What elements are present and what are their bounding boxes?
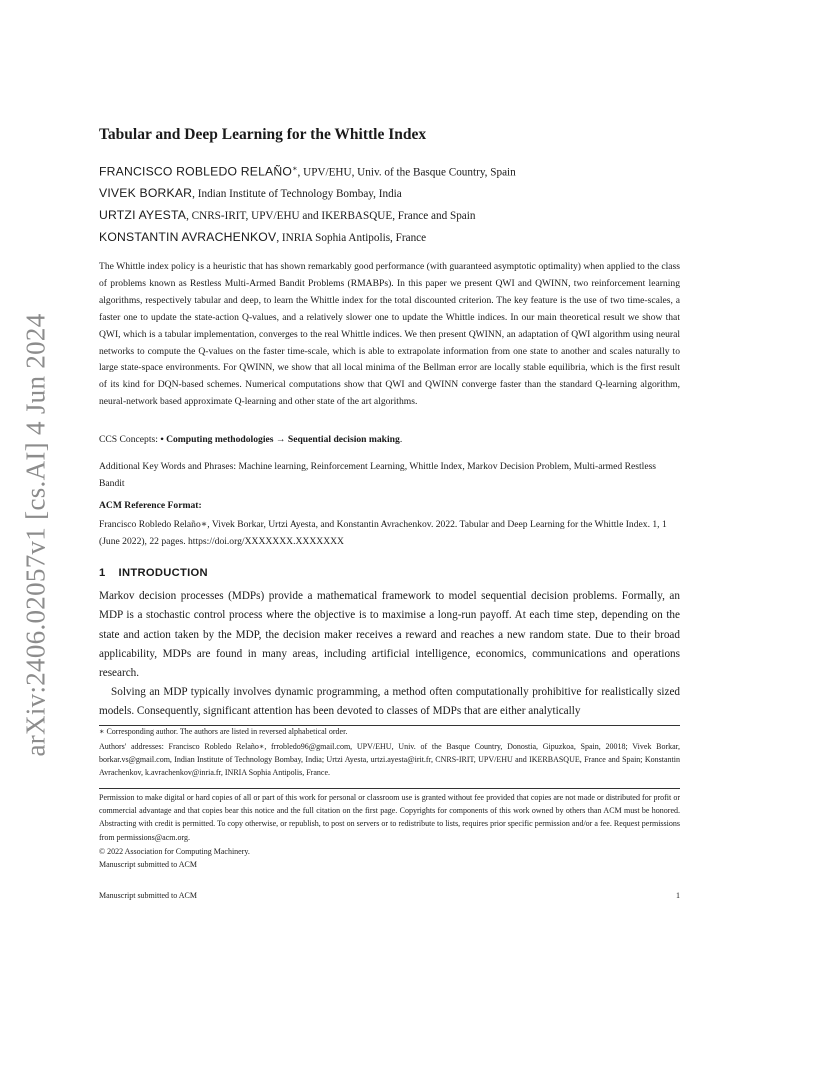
ccs-end: . bbox=[399, 434, 403, 445]
author-affiliation: , Indian Institute of Technology Bombay, India bbox=[192, 188, 402, 200]
author-name: FRANCISCO ROBLEDO RELAÑO bbox=[99, 164, 293, 179]
author-name: URTZI AYESTA bbox=[99, 208, 187, 222]
permission-notice: Permission to make digital or hard copies of all or part of this work for personal or classroom use is granted without fee provided that copies are not made or distributed for profit or commercial advantage and that copies bear this notice and the full citation on the first page. Copyrights for components of this work owned by others than ACM must be honored. Abstracting with credit is permitted. To copy otherwise, or republish, to post on servers or to redistribute to lists, requires prior specific permission and/or a fee. Request permissions from permissions@acm.org. bbox=[99, 793, 680, 842]
arxiv-identifier-stamp: arXiv:2406.02057v1 [cs.AI] 4 Jun 2024 bbox=[20, 313, 51, 757]
ccs-label: CCS Concepts: bbox=[99, 434, 161, 445]
author-line bbox=[99, 230, 426, 244]
author-line bbox=[99, 164, 516, 179]
section-title: INTRODUCTION bbox=[118, 567, 208, 579]
author-affiliation: , INRIA Sophia Antipolis, France bbox=[276, 232, 427, 244]
author-mark: ∗ bbox=[292, 164, 298, 173]
section-heading bbox=[99, 567, 208, 579]
copyright-notice: © 2022 Association for Computing Machinery. bbox=[99, 847, 250, 856]
author-name: KONSTANTIN AVRACHENKOV bbox=[99, 230, 277, 244]
author-affiliation: , CNRS-IRIT, UPV/EHU and IKERBASQUE, France and Spain bbox=[186, 210, 476, 222]
abstract: The Whittle index policy is a heuristic that has shown remarkably good performance (with guaranteed asymptotic optimality) when applied to the class of problems known as Restless Multi-Armed Bandit Problems (RMABPs). In this paper we present QWI and QWINN, two reinforcement learning algorithms, respectively tabular and deep, to learn the Whittle index for the total discounted criterion. The key feature is the use of two time-scales, a faster one to update the state-action Q-values, and a relatively slower one to update the Whittle indices. In our main theoretical result we show that QWI, which is a tabular implementation, converges to the real Whittle indices. We then present QWINN, an adaptation of QWI algorithm using neural networks to compute the Q-values on the faster time-scale, which is able to extrapolate information from one state to another and scales naturally to large state-space environments. For QWINN, we show that all local minima of the Bellman error are locally stable equilibria, which is the first result of its kind for DQN-based schemes. Numerical computations show that QWI and QWINN converge faster than the standard Q-learning algorithm, neural-network based approximate Q-learning and other state of the art algorithms. bbox=[99, 261, 680, 408]
body-paragraph: Solving an MDP typically involves dynamic programming, a method often computationally prohibitive for realistically sized models. Consequently, significant attention has been devoted to classes of MDPs that are either analytically bbox=[99, 686, 680, 718]
corresponding-author-footnote: ∗ Corresponding author. The authors are listed in reversed alphabetical order. bbox=[99, 727, 348, 736]
acm-reference-heading: ACM Reference Format: bbox=[99, 500, 202, 511]
body-paragraph: Markov decision processes (MDPs) provide a mathematical framework to model sequential decision problems. Formally, an MDP is a stochastic control process where the objective is to maximise a long-run payoff. At each time step, depending on the state and action taken by the MDP, the decision maker receives a reward and reaches a new random state. Due to their broad applicability, MDPs are found in many areas, including artificial intelligence, economics, communications and operations research. bbox=[99, 590, 680, 680]
author-line bbox=[99, 186, 402, 200]
permission-divider bbox=[99, 788, 680, 789]
section-number: 1 bbox=[99, 567, 106, 579]
author-name: VIVEK BORKAR bbox=[99, 186, 193, 200]
running-footer: Manuscript submitted to ACM bbox=[99, 891, 197, 900]
author-line bbox=[99, 208, 475, 222]
page-number: 1 bbox=[676, 891, 680, 900]
footnote-divider bbox=[99, 725, 680, 726]
manuscript-note: Manuscript submitted to ACM bbox=[99, 860, 197, 869]
paper-title: Tabular and Deep Learning for the Whittle Index bbox=[99, 126, 427, 143]
ccs-concept: • Computing methodologies → Sequential decision making bbox=[160, 434, 400, 445]
keywords: Additional Key Words and Phrases: Machine learning, Reinforcement Learning, Whittle Index, Markov Decision Problem, Multi-armed Restless Bandit bbox=[99, 461, 657, 489]
author-addresses-footnote: Authors' addresses: Francisco Robledo Relaño∗, frrobledo96@gmail.com, UPV/EHU, Univ. of the Basque Country, Donostia, Gipuzkoa, Spain, 20018; Vivek Borkar, borkar.vs@gmail.com, Indian Institute of Technology Bombay, India; Urtzi Ayesta, urtzi.ayesta@irit.fr, CNRS-IRIT, UPV/EHU and IKERBASQUE, France and Spain; Konstantin Avrachenkov, k.avrachenkov@inria.fr, INRIA Sophia Antipolis, France. bbox=[99, 742, 680, 778]
acm-reference-text: Francisco Robledo Relaño∗, Vivek Borkar, Urtzi Ayesta, and Konstantin Avrachenkov. 2022. Tabular and Deep Learning for the Whittle Index. 1, 1 (June 2022), 22 pages. https://doi.org/XXXXXXX.XXXXXXX bbox=[99, 519, 667, 547]
ccs-concepts bbox=[99, 434, 402, 445]
author-affiliation: , UPV/EHU, Univ. of the Basque Country, Spain bbox=[297, 166, 516, 179]
